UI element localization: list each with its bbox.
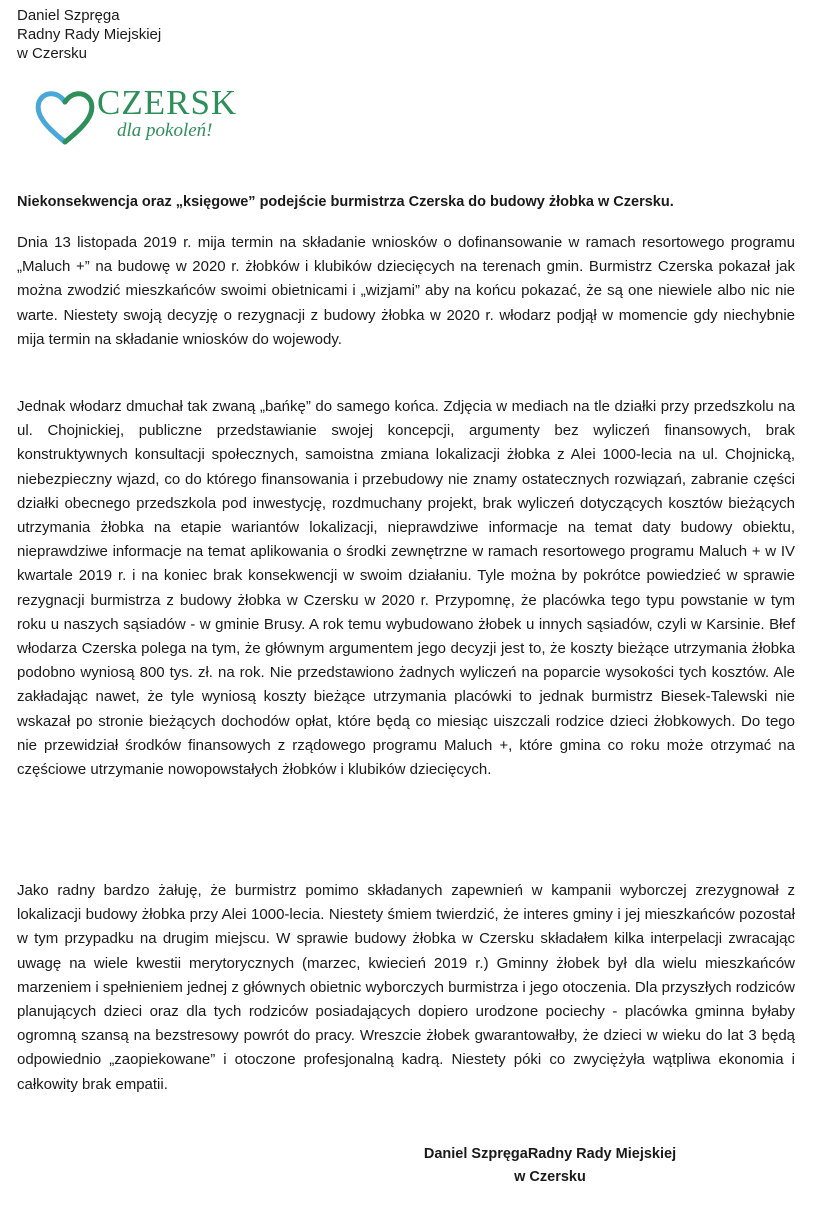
signature-line-2: w Czersku bbox=[514, 1169, 586, 1185]
body-paragraph: Jako radny bardzo żałuję, że burmistrz pomimo składanych zapewnień w kampanii wyborczej zrezygnował z lokalizacji budowy żłobka przy Alei 1000-lecia. Niestety śmiem twierdzić, że interes gminy i jej mieszkańców pozostał w tym przypadku na drugim miejscu. W sprawie budowy żłobka w Czersku składałem kilka interpelacji zwracając uwagę na wiele kwestii merytorycznych (marzec, kwiecień 2019 r.) Gminny żłobek był dla wielu mieszkańców marzeniem i spełnieniem jednej z głównych obietnic wyborczych burmistrza i jego otoczenia. Dla przyszłych rodziców planujących dzieci oraz dla tych rodziców posiadających dopiero urodzone pociechy - placówka gminna byłaby ogromną szansą na bezstresowy powrót do pracy. Wreszcie żłobek gwarantowałby, że dzieci w wieku do lat 3 będą odpowiednio „zaopiekowane” i otoczone profesjonalną kadrą. Niestety póki co zwyciężyła wątpliwa ekonomia i całkowity brak empatii. bbox=[17, 882, 795, 1093]
body-paragraph: Jednak włodarz dmuchał tak zwaną „bańkę” do samego końca. Zdjęcia w mediach na tle działki przy przedszkolu na ul. Chojnickiej, publiczne przedstawianie swojej koncepcji, argumenty bez wyliczeń finansowych, brak konstruktywnych konsultacji społecznych, samoistna zmiana lokalizacji żłobka z Alei 1000-lecia na ul. Chojnicką, niebezpieczny wjazd, co do którego finansowania i przebudowy nie znamy ostatecznych rozwiązań, zabranie części działki obecnego przedszkola pod inwestycję, rozdmuchany projekt, brak wyliczeń dotyczących kosztów bieżących utrzymania żłobka na etapie wariantów lokalizacji, nieprawdziwe informacje na temat daty budowy obiektu, nieprawdziwe informacje na temat aplikowania o środki zewnętrzne w ramach resortowego programu Maluch + w IV kwartale 2019 r. i na koniec brak konsekwencji w swoim działaniu. Tyle można by pokrótce powiedzieć w sprawie rezygnacji burmistrza z budowy żłobka w Czersku w 2020 r. Przypomnę, że placówka tego typu powstanie w tym roku u naszych sąsiadów - w gminie Brusy. A rok temu wybudowano żłobek u innych sąsiadów, czyli w Karsinie. Błef włodarza Czerska polega na tym, że głównym argumentem jego decyzji jest to, że koszty bieżące utrzymania żłobka podobno wyniosą 800 tys. zł. na rok. Nie przedstawiono żadnych wyliczeń na poparcie wysokości tych kosztów. Ale zakładając nawet, że tyle wyniosą koszty bieżące utrzymania placówki to jednak burmistrz Biesek-Talewski nie wskazał po stronie bieżących dochodów opłat, które będą co miesiąc uiszczali rodzice dzieci żłobkowych. Do tego nie przewidział środków finansowych z rządowego programu Maluch +, które gmina co roku może otrzymać na częściowe utrzymanie nowopowstałych żłobków i klubików dziecięcych. bbox=[17, 398, 795, 779]
document-title: Niekonsekwencja oraz „księgowe” podejście burmistrza Czerska do budowy żłobka w Czersku. bbox=[17, 194, 674, 210]
czersk-logo bbox=[33, 83, 243, 152]
author-location: w Czersku bbox=[17, 45, 88, 62]
author-role: Radny Rady Miejskiej bbox=[17, 26, 162, 43]
author-name: Daniel Szpręga bbox=[17, 7, 120, 24]
signature-line-1: Daniel SzpręgaRadny Rady Miejskiej bbox=[423, 1146, 677, 1162]
author-header bbox=[17, 6, 161, 63]
heart-icon bbox=[33, 86, 97, 150]
body-paragraph: Dnia 13 listopada 2019 r. mija termin na składanie wniosków o dofinansowanie w ramach resortowego programu „Maluch +” na budowę w 2020 r. żłobków i klubików dziecięcych na terenach gmin. Burmistrz Czerska pokazał jak można zwodzić mieszkańców swoimi obietnicami i „wizjami” aby na końcu pokazać, że są one niewiele albo nic nie warte. Niestety swoją decyzję o rezygnacji z budowy żłobka w 2020 r. włodarz podjął w momencie gdy niechybnie mija termin na składanie wniosków do wojewody. bbox=[17, 234, 795, 348]
logo-wordmark: CZERSK bbox=[97, 83, 238, 122]
logo-tagline: dla pokoleń! bbox=[117, 120, 213, 141]
